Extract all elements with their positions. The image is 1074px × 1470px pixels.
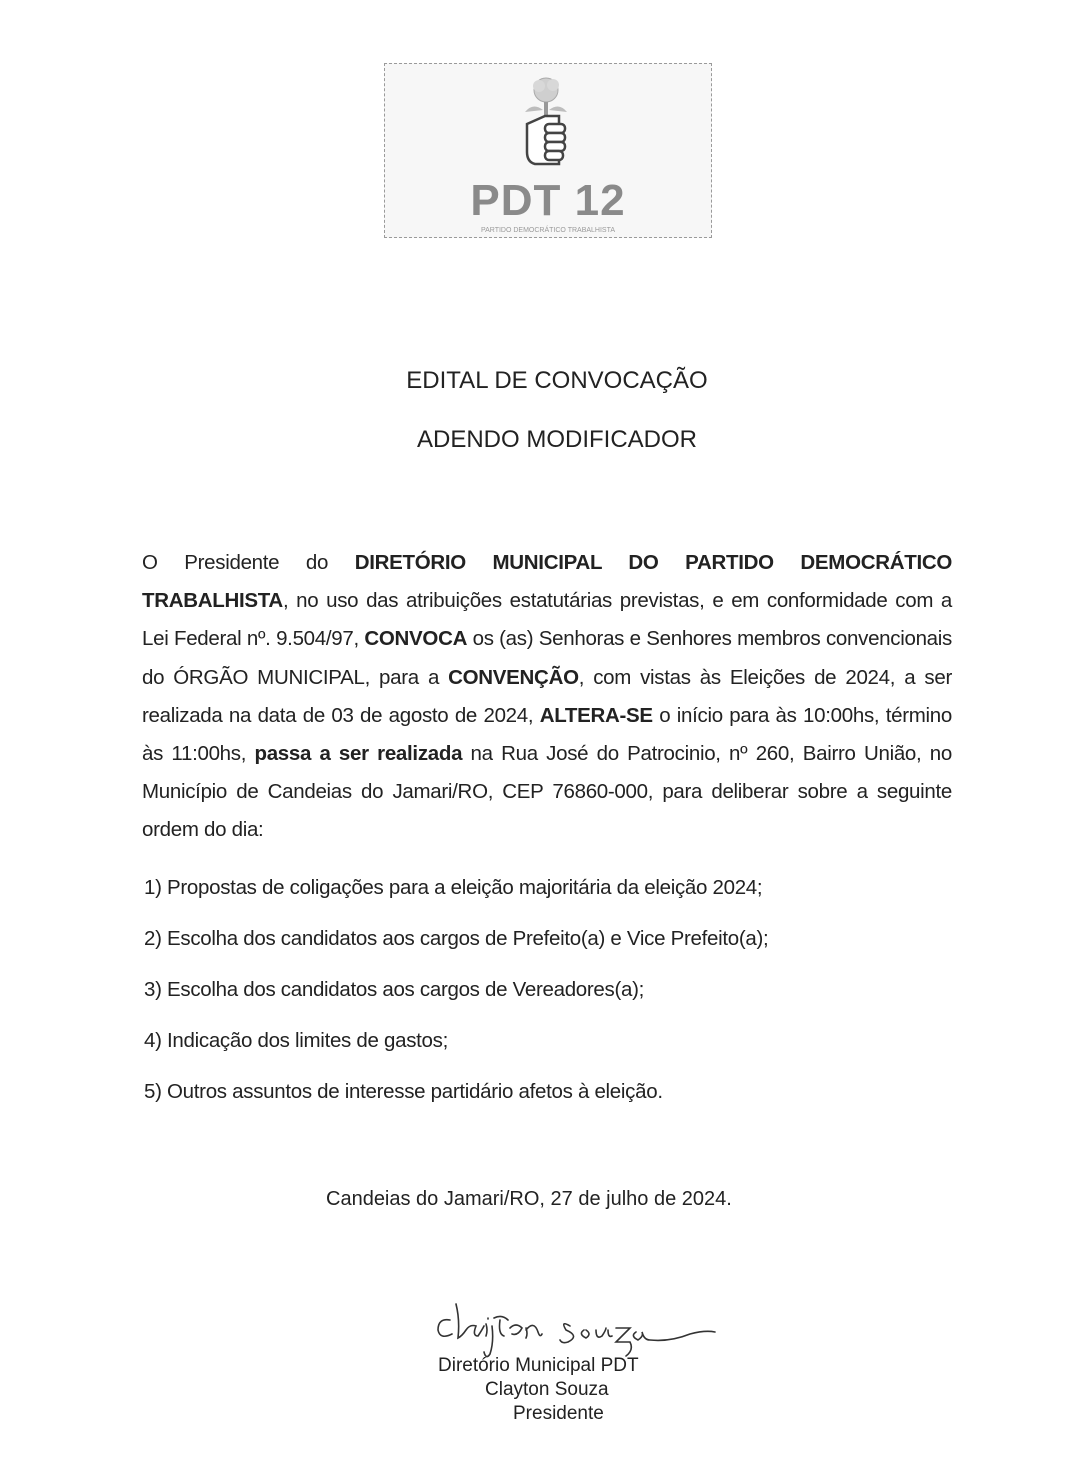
signer-name: Clayton Souza (485, 1379, 609, 1400)
signer-role: Presidente (513, 1403, 604, 1424)
agenda-item: 3) Escolha dos candidatos aos cargos de Vereadores(a); (144, 978, 645, 1001)
body-bold-passa-a-ser-realizada: passa a ser realizada (254, 742, 463, 766)
body-text-1: O Presidente do (142, 551, 355, 574)
body-bold-convencao: CONVENÇÃO (448, 665, 579, 689)
document-title: EDITAL DE CONVOCAÇÃO (406, 367, 708, 394)
fist-holding-rose-icon (513, 72, 583, 172)
body-text-6: na Rua José do Patrocinio, nº 260, Bairro União, no Município de Candeias do Jamari/RO, CEP 76860-000, para deliberar sobre a seguinte ordem do dia: (142, 742, 952, 842)
agenda-item: 2) Escolha dos candidatos aos cargos de Prefeito(a) e Vice Prefeito(a); (144, 927, 769, 950)
party-logo (384, 63, 712, 238)
agenda-item: 4) Indicação dos limites de gastos; (144, 1029, 448, 1052)
agenda-item: 1) Propostas de coligações para a eleição majoritária da eleição 2024; (144, 876, 763, 899)
logo-text: PDT 12 (470, 176, 626, 225)
body-text-3: os (as) Senhoras e Senhores membros convencionais do ÓRGÃO MUNICIPAL, para a (142, 627, 952, 689)
body-text-4: , com vistas às Eleições de 2024, a ser realizada na data de 03 de agosto de 2024, (142, 665, 952, 727)
place-and-date: Candeias do Jamari/RO, 27 de julho de 2024. (326, 1188, 732, 1210)
agenda-item: 5) Outros assuntos de interesse partidário afetos à eleição. (144, 1080, 663, 1103)
convocation-paragraph (142, 544, 952, 850)
document-subtitle: ADENDO MODIFICADOR (416, 426, 697, 453)
body-bold-convoca: CONVOCA (364, 627, 468, 651)
body-bold-directorate: DIRETÓRIO MUNICIPAL DO PARTIDO DEMOCRÁTICO TRABALHISTA (142, 551, 952, 613)
body-text-5: o início para às 10:00hs, término às 11:00hs, (142, 703, 952, 766)
signer-organization: Diretório Municipal PDT (438, 1355, 639, 1376)
body-text-2: , no uso das atribuições estatutárias previstas, e em conformidade com a Lei Federal nº. 9.504/97, (142, 589, 952, 651)
handwritten-signature (430, 1290, 730, 1360)
body-bold-altera-se: ALTERA-SE (539, 703, 653, 727)
agenda-list (144, 876, 768, 1131)
signature-block (438, 1354, 639, 1426)
logo-subtitle: PARTIDO DEMOCRÁTICO TRABALHISTA (480, 227, 616, 234)
